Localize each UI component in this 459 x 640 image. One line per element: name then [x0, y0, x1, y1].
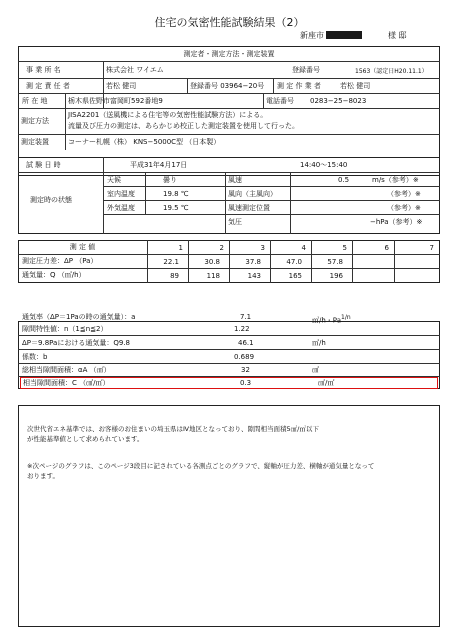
pressure-cell: 37.8 — [245, 258, 261, 266]
b-label: 係数：b — [22, 353, 48, 361]
wind-speed-label: 風速 — [228, 176, 242, 184]
note-line: が性能基準値として求められています。 — [27, 435, 144, 443]
time-value: 14:40〜15:40 — [300, 161, 348, 169]
pressure-cell: 30.8 — [204, 258, 220, 266]
alpha-unit: ㎠ — [312, 366, 319, 374]
pressure-label: 気圧 — [228, 218, 242, 226]
alpha-value: 32 — [241, 366, 250, 374]
indoor-temp-value: 19.8 ℃ — [163, 190, 189, 198]
reg-no-label: 登録番号 — [292, 66, 320, 74]
note-line: おります。 — [27, 472, 59, 480]
alpha-label: 総相当隙間面積：αA （㎠） — [22, 366, 111, 374]
flow-cell: 165 — [288, 272, 302, 280]
col-header: 7 — [429, 244, 434, 252]
note-line: 次世代省エネ基準では、お客様のお住まいの埼玉県はⅣ地区となっており、隙間相当面積5㎠/㎡以下 — [27, 425, 319, 433]
date-value: 平成31年4月17日 — [130, 161, 188, 169]
pressure-cell: 47.0 — [286, 258, 302, 266]
section-heading: 測定者・測定方法・測定装置 — [183, 50, 275, 58]
wind-speed-unit: m/s（参考）※ — [372, 176, 419, 184]
city-label: 新座市 — [300, 31, 324, 40]
method-line2: 流量及び圧力の測定は、あらかじめ校正した測定装置を使用して行った。 — [68, 122, 299, 130]
flow-row-label: 通気量：Q （㎥/h） — [22, 271, 86, 279]
responsible-value: 若松 健司 — [106, 82, 137, 90]
client-line — [300, 30, 407, 41]
q98-unit: ㎥/h — [312, 339, 326, 347]
weather-label: 天候 — [107, 176, 121, 184]
n-value: 1.22 — [234, 325, 250, 333]
device-value: コーナー札幌（株） KNS−5000C型 （日本製） — [68, 138, 221, 146]
a-label: 通気率（ΔP＝1Paの時の通気量）：a — [22, 313, 136, 321]
reg-no2-value: 登録番号 03964−20号 — [190, 82, 265, 90]
device-label: 測定装置 — [21, 138, 49, 146]
col-header: 2 — [219, 244, 224, 252]
q98-label: ΔP＝9.8Paにおける通気量：Q9.8 — [22, 339, 130, 347]
method-label: 測定方法 — [21, 117, 49, 125]
operator-value: 若松 健司 — [340, 82, 371, 90]
wind-pos-label: 風速測定位置 — [228, 204, 270, 212]
a-unit — [312, 313, 351, 325]
address-value: 栃木県佐野市富岡町592番地9 — [68, 97, 163, 105]
note-line: ※次ページのグラフは、このページ3段目に記されている各測点ごとのグラフで、縦軸が圧力差、横軸が通気量となって — [27, 462, 375, 470]
company-value: 株式会社 ワイエム — [106, 66, 164, 74]
flow-cell: 143 — [247, 272, 261, 280]
pressure-value: −hPa（参考）※ — [370, 218, 423, 226]
col-header: 4 — [301, 244, 306, 252]
measurement-header: 測 定 値 — [69, 243, 96, 251]
c-unit: ㎠/㎡ — [318, 379, 335, 387]
reg-no-value: 1563（認定日H20.11.1） — [355, 68, 428, 75]
indoor-temp-label: 室内温度 — [107, 190, 135, 198]
n-label: 隙間特性値：n（1≦n≦2） — [22, 325, 108, 333]
a-value: 7.1 — [240, 313, 252, 321]
client-suffix: 様 邸 — [388, 31, 407, 40]
a-unit-text: ㎥/h・Pa — [312, 316, 341, 325]
pressure-cell: 57.8 — [327, 258, 343, 266]
redacted-name — [326, 31, 362, 39]
flow-cell: 118 — [206, 272, 220, 280]
col-header: 3 — [260, 244, 265, 252]
pressure-row-label: 測定圧力差：ΔP （Pa） — [22, 257, 98, 265]
weather-value: 曇り — [163, 176, 177, 184]
outdoor-temp-value: 19.5 ℃ — [163, 204, 189, 212]
phone-label: 電話番号 — [266, 97, 294, 105]
c-label: 相当隙間面積：C （㎠/㎡） — [23, 379, 110, 387]
col-header: 5 — [342, 244, 347, 252]
flow-cell: 196 — [329, 272, 343, 280]
date-label: 試 験 日 時 — [26, 161, 61, 169]
wind-dir-value: （参考）※ — [387, 190, 421, 198]
flow-cell: 89 — [170, 272, 179, 280]
page-title: 住宅の気密性能試験結果（2） — [154, 16, 305, 29]
c-value: 0.3 — [240, 379, 252, 387]
col-header: 1 — [178, 244, 183, 252]
operator-label: 測 定 作 業 者 — [277, 82, 321, 90]
pressure-cell: 22.1 — [163, 258, 179, 266]
company-label: 事 業 所 名 — [26, 66, 61, 74]
wind-pos-value: （参考）※ — [387, 204, 421, 212]
responsible-label: 測 定 責 任 者 — [26, 82, 70, 90]
col-header: 6 — [384, 244, 389, 252]
method-line1: JISA2201（送風機による住宅等の気密性能試験方法）による。 — [68, 111, 268, 119]
a-unit-exponent: 1/n — [341, 314, 351, 321]
phone-value: 0283−25−8023 — [310, 97, 367, 105]
q98-value: 46.1 — [238, 339, 254, 347]
wind-dir-label: 風向（主風向） — [228, 190, 277, 198]
address-label: 所 在 地 — [22, 97, 48, 105]
outdoor-temp-label: 外気温度 — [107, 204, 135, 212]
state-label: 測定時の状態 — [30, 196, 72, 204]
b-value: 0.689 — [234, 353, 255, 361]
wind-speed-value: 0.5 — [338, 176, 350, 184]
